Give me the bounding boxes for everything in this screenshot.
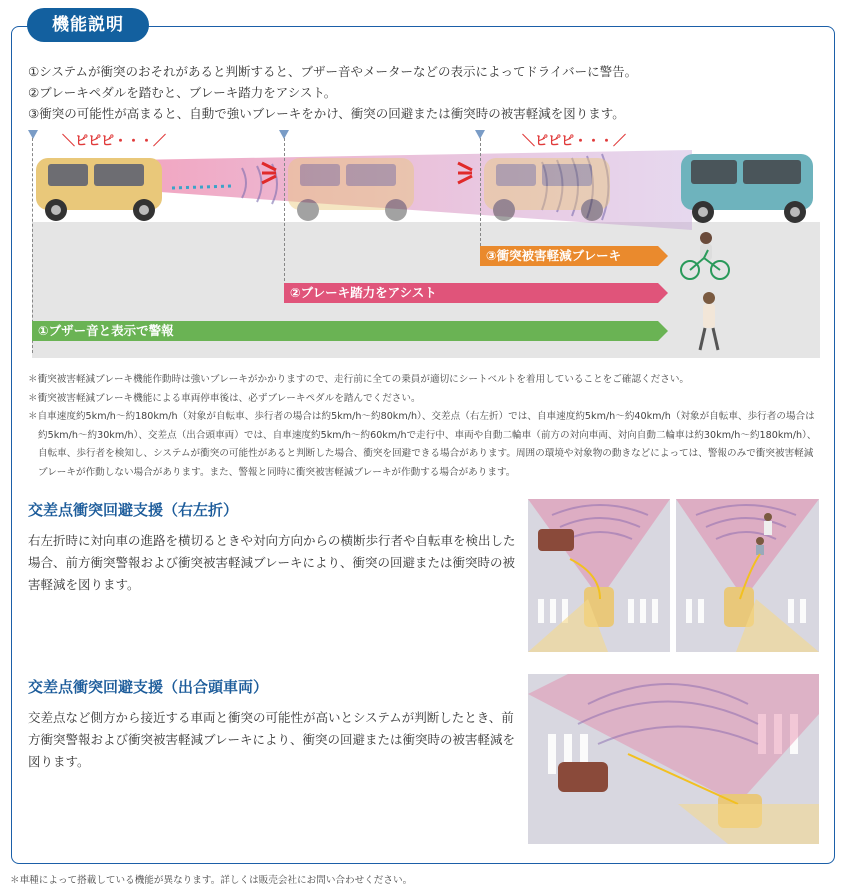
turn-scene-image-1 [528,499,670,652]
beep-label-left: ＼ピピピ・・・／ [62,134,167,149]
notes [28,371,818,482]
cyclist-icon [680,230,730,282]
brake-stage-diagram [32,130,820,360]
intro-line-2: ②ブレーキペダルを踏むと、ブレーキ踏力をアシスト。 [28,85,337,100]
section-turn-title: 交差点衝突回避支援（右左折） [28,501,239,519]
section-cross-body: 交差点など側方から接近する車両と衝突の可能性が高いとシステムが判断したとき、前方衝突警報および衝突被害軽減ブレーキにより、衝突の回避または衝突時の被害軽減を図ります。 [28,710,516,769]
section-turn-body: 右左折時に対向車の進路を横切るときや対向方向からの横断歩行者や自転車を検出した場合、前方衝突警報および衝突被害軽減ブレーキにより、衝突の回避または衝突時の被害軽減を図ります。 [28,533,516,592]
pedestrian-icon [692,290,726,354]
alert-burst-icon [456,158,476,188]
own-car-icon [32,152,167,224]
stage1-bar: ①ブザー音と表示で警報 [32,321,658,341]
position-marker-icon [28,130,38,139]
note-3: ＊自車速度約5km/h〜約180km/h（対象が自転車、歩行者の場合は約5km/h〜約80km/h）、交差点（右左折）では、自車速度約5km/h〜約40km/h（対象が自転車、歩行者の場合は約5km/h〜約30km/h）、交差点（出合頭車両）では、自車速度約5km/h〜約60km/hで走行中、車両や自動二輪車（前方の対向車両、対向自動二輪車は約30km/h〜約180km/h）、自転車、歩行者を検知し、システムが衝突の可能性があると判断した場合、衝突を回避できる場合があります。周囲の環境や対象物の動きなどによっては、警報のみで衝突被害軽減ブレーキが作動しない場合があります。また、警報と同時に衝突被害軽減ブレーキが作動する場合があります。 [28,411,817,478]
leading-car-icon [677,150,817,226]
section-cross-title: 交差点衝突回避支援（出合頭車両） [28,678,269,696]
intro-line-1: ①システムが衝突のおそれがあると判断すると、ブザー音やメーターなどの表示によってドライバーに警告。 [28,64,638,79]
footer-note: ＊車種によって搭載している機能が異なります。詳しくは販売会社にお問い合わせください。 [10,875,413,886]
turn-scene-image-2 [676,499,819,652]
intro-line-3: ③衝突の可能性が高まると、自動で強いブレーキをかけ、衝突の回避または衝突時の被害軽減を図ります。 [28,106,625,121]
ghost-car-icon [480,152,615,224]
stage3-bar: ③衝突被害軽減ブレーキ [480,246,658,266]
alert-burst-icon [260,158,280,188]
intro-list [28,61,637,124]
note-1: ＊衝突被害軽減ブレーキ機能作動時は強いブレーキがかかりますので、走行前に全ての乗員が適切にシートベルトを着用していることをご確認ください。 [28,374,690,385]
beep-label-right: ＼ピピピ・・・／ [522,134,627,149]
stage2-bar: ②ブレーキ踏力をアシスト [284,283,658,303]
cross-scene-image [528,674,819,844]
note-2: ＊衝突被害軽減ブレーキ機能による車両停車後は、必ずブレーキペダルを踏んでください。 [28,392,421,404]
ghost-car-icon [284,152,419,224]
section-title-tab: 機能説明 [27,8,149,42]
